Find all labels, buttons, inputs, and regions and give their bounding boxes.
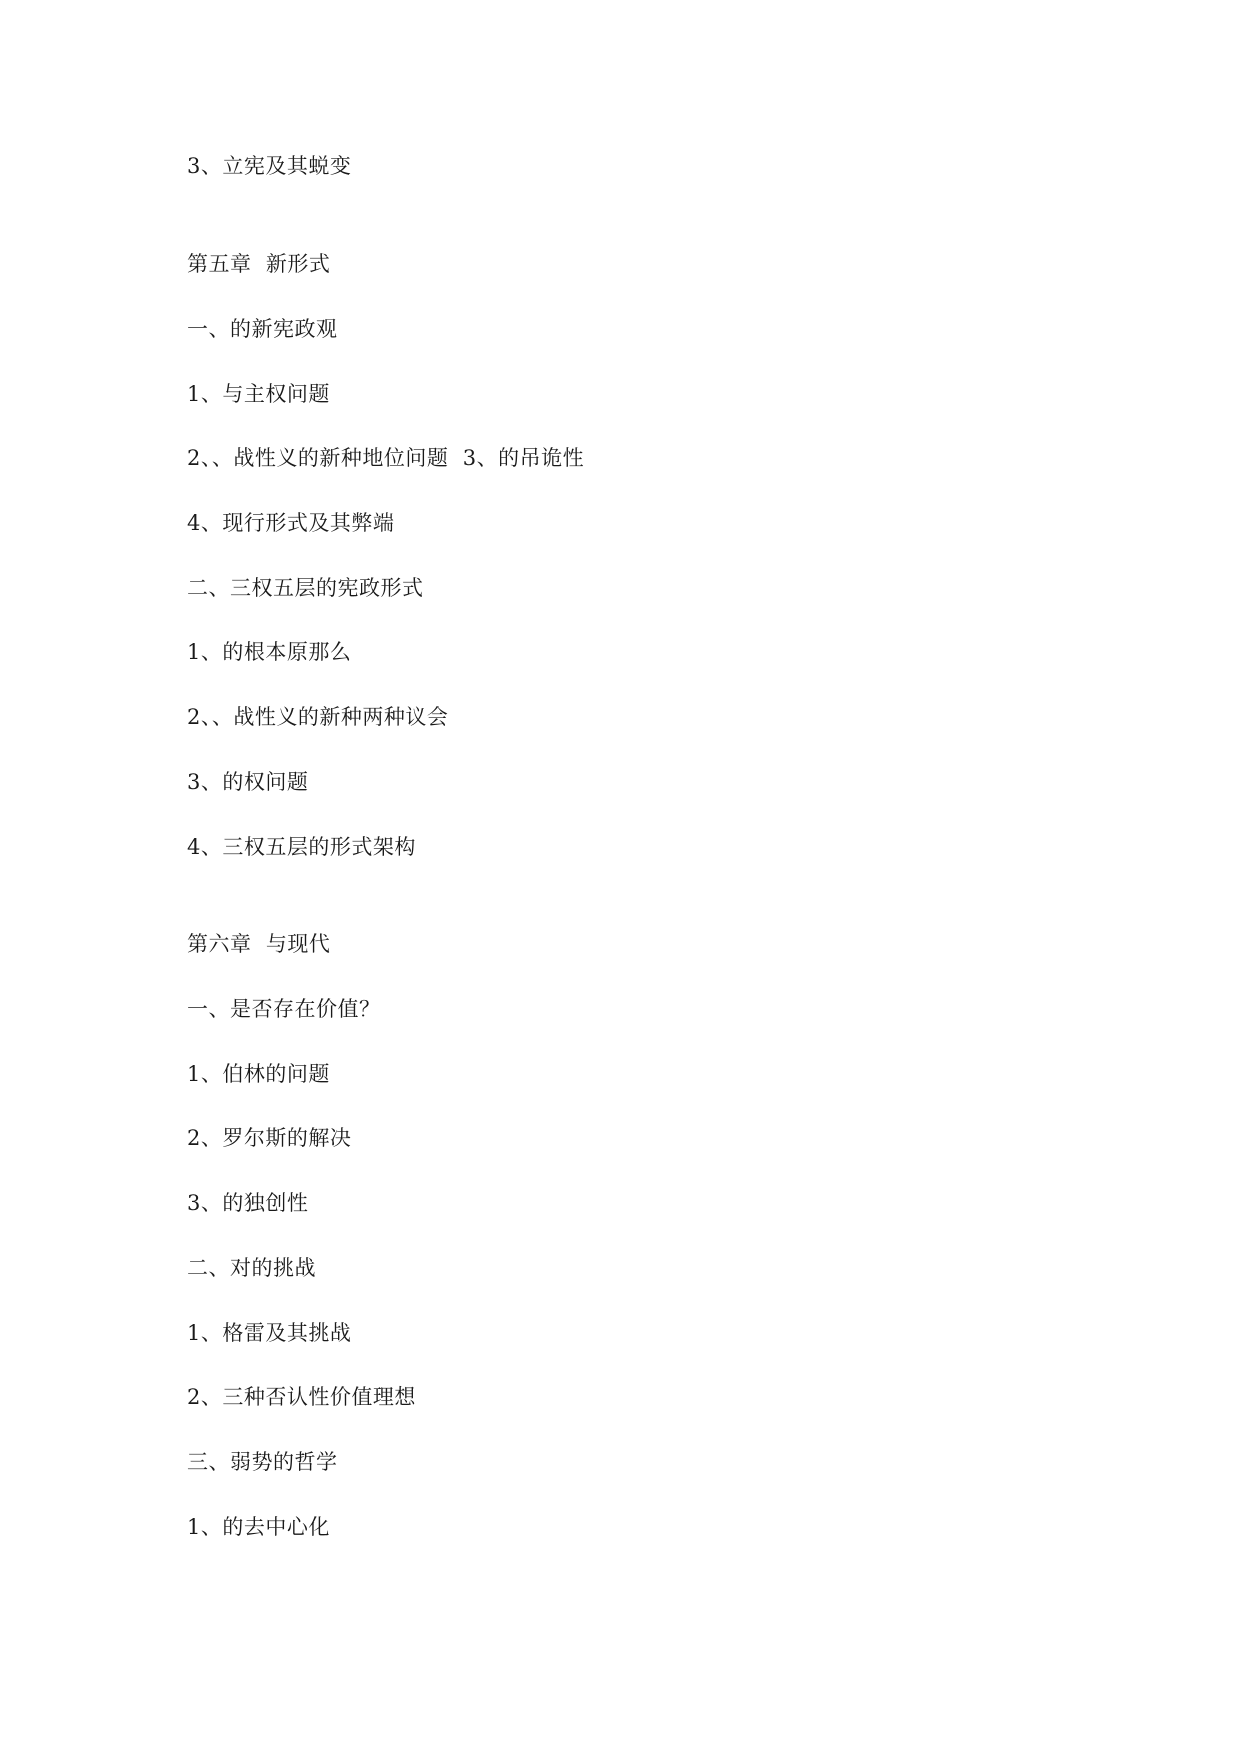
outline-item: 1、的根本原那么 <box>187 640 352 664</box>
outline-item: 3、的独创性 <box>187 1191 309 1215</box>
section-heading: 三、弱势的哲学 <box>187 1450 338 1474</box>
outline-item: 3、的权问题 <box>187 770 309 794</box>
outline-item: 1、的去中心化 <box>187 1515 330 1539</box>
section-heading: 一、是否存在价值？ <box>187 997 381 1021</box>
outline-item: 2、罗尔斯的解决 <box>187 1126 352 1150</box>
section-heading: 一、的新宪政观 <box>187 317 338 341</box>
chapter-heading: 第六章 与现代 <box>187 932 331 956</box>
outline-item: 1、格雷及其挑战 <box>187 1321 352 1345</box>
chapter-heading: 第五章 新形式 <box>187 252 331 276</box>
outline-item: 2、三种否认性价值理想 <box>187 1385 416 1409</box>
outline-item: 1、与主权问题 <box>187 382 330 406</box>
section-heading: 二、三权五层的宪政形式 <box>187 576 424 600</box>
outline-item: 4、现行形式及其弊端 <box>187 511 395 535</box>
outline-item: 4、三权五层的形式架构 <box>187 835 416 859</box>
outline-item: 2、、战性义的新种两种议会 <box>187 705 449 729</box>
outline-item: 2、、战性义的新种地位问题 3、的吊诡性 <box>187 446 585 470</box>
outline-item: 1、伯林的问题 <box>187 1062 330 1086</box>
outline-item: 3、立宪及其蜕变 <box>187 154 352 178</box>
section-heading: 二、对的挑战 <box>187 1256 316 1280</box>
